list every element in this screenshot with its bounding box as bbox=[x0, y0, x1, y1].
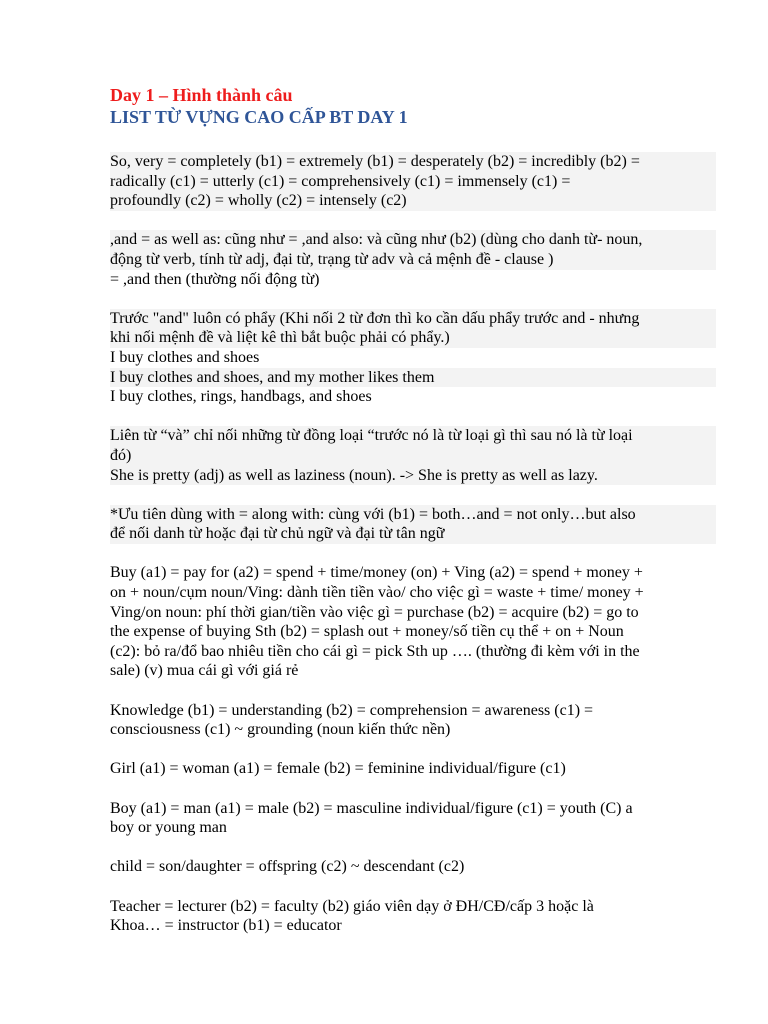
text-line: = ,and then (thường nối động từ) bbox=[110, 270, 320, 288]
text-line: So, very = completely (b1) = extremely (b1) = desperately (b2) = incredibly (b2) = bbox=[110, 152, 716, 172]
paragraph-comma-rule bbox=[110, 309, 716, 407]
paragraph-knowledge bbox=[110, 701, 716, 740]
text-line: boy or young man bbox=[110, 819, 227, 837]
text-line: động từ verb, tính từ adj, đại từ, trạng từ adv và cả mệnh đề - clause ) bbox=[110, 250, 716, 270]
text-line: Khoa… = instructor (b1) = educator bbox=[110, 917, 342, 935]
text-line: radically (c1) = utterly (c1) = comprehensively (c1) = immensely (c1) = bbox=[110, 172, 716, 192]
day-title: Day 1 – Hình thành câu bbox=[110, 85, 293, 105]
paragraph-and bbox=[110, 230, 716, 289]
vocab-list-heading: LIST TỪ VỰNG CAO CẤP BT DAY 1 bbox=[110, 107, 408, 127]
text-line: (c2): bỏ ra/đổ bao nhiêu tiền cho cái gì = pick Sth up …. (thường đi kèm với in the bbox=[110, 642, 640, 660]
text-line: consciousness (c1) ~ grounding (noun kiến thức nền) bbox=[110, 721, 451, 739]
text-line: on + noun/cụm noun/Ving: dành tiền tiền vào/ cho việc gì = waste + time/ money + bbox=[110, 584, 644, 602]
text-line: Boy (a1) = man (a1) = male (b2) = masculine individual/figure (c1) = youth (C) a bbox=[110, 799, 633, 817]
text-line: *Ưu tiên dùng with = along with: cùng với (b1) = both…and = not only…but also bbox=[110, 505, 716, 525]
example-line: She is pretty (adj) as well as laziness (noun). -> She is pretty as well as lazy. bbox=[110, 466, 716, 486]
text-line: khi nối mệnh đề và liệt kê thì bắt buộc phải có phẩy.) bbox=[110, 328, 716, 348]
text-line: the expense of buying Sth (b2) = splash out + money/số tiền cụ thể + on + Noun bbox=[110, 623, 624, 641]
example-line: I buy clothes and shoes, and my mother likes them bbox=[110, 368, 716, 388]
paragraph-child bbox=[110, 857, 716, 877]
text-line: để nối danh từ hoặc đại từ chủ ngữ và đại từ tân ngữ bbox=[110, 524, 716, 544]
paragraph-intensifiers bbox=[110, 152, 716, 211]
example-line: I buy clothes, rings, handbags, and shoes bbox=[110, 388, 372, 406]
text-line: profoundly (c2) = wholly (c2) = intensely (c2) bbox=[110, 191, 716, 211]
example-line: I buy clothes and shoes bbox=[110, 348, 260, 366]
text-line: Trước "and" luôn có phẩy (Khi nối 2 từ đơn thì ko cần dấu phẩy trước and - nhưng bbox=[110, 309, 716, 329]
text-line: Buy (a1) = pay for (a2) = spend + time/money (on) + Ving (a2) = spend + money + bbox=[110, 564, 643, 582]
text-line: Girl (a1) = woman (a1) = female (b2) = feminine individual/figure (c1) bbox=[110, 760, 566, 778]
paragraph-conjunction bbox=[110, 426, 716, 485]
paragraph-teacher bbox=[110, 897, 716, 936]
text-line: đó) bbox=[110, 446, 716, 466]
text-line: Liên từ “và” chỉ nối những từ đồng loại “trước nó là từ loại gì thì sau nó là từ loại bbox=[110, 426, 716, 446]
text-line: Ving/on noun: phí thời gian/tiền vào việc gì = purchase (b2) = acquire (b2) = go to bbox=[110, 603, 639, 621]
paragraph-buy bbox=[110, 563, 716, 681]
text-line: sale) (v) mua cái gì với giá rẻ bbox=[110, 662, 299, 680]
text-line: Knowledge (b1) = understanding (b2) = comprehension = awareness (c1) = bbox=[110, 701, 594, 719]
paragraph-with bbox=[110, 505, 716, 544]
paragraph-boy bbox=[110, 799, 716, 838]
paragraph-girl bbox=[110, 759, 716, 779]
document-page bbox=[110, 84, 716, 955]
text-line: Teacher = lecturer (b2) = faculty (b2) giáo viên dạy ở ĐH/CĐ/cấp 3 hoặc là bbox=[110, 897, 594, 915]
text-line: child = son/daughter = offspring (c2) ~ descendant (c2) bbox=[110, 858, 465, 876]
text-line: ,and = as well as: cũng như = ,and also: và cũng như (b2) (dùng cho danh từ- noun, bbox=[110, 230, 716, 250]
